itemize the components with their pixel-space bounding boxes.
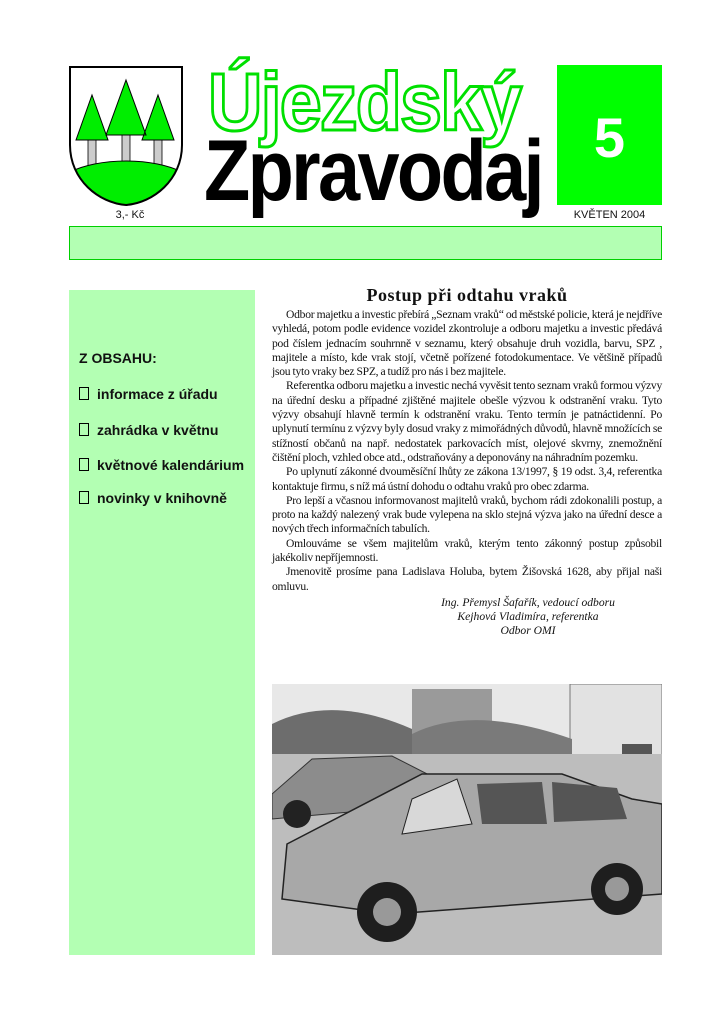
municipal-crest-logo	[68, 65, 184, 207]
issue-number-box	[557, 65, 662, 205]
price: 3,- Kč	[115, 209, 145, 221]
article-paragraph: Referentka odboru majetku a investic nechá vyvěsit tento seznam vraků formou výzvy na úřední desku a případné zjištěné majitele obešle výzvou k odstranění vraku. Tyto výzvy obsahují hlavně termín k odstranění vraku. Tento termín je patnáctidenní. Po uplynutí termínu z výzvy byly dosud vraky z mimořádných důvodů, hlavně množících se stížností občanů na např. nedostatek parkovacích míst, olejové skvrny, znemožnění čištění ploch, vzhled obce atd., odstraňovány a deponovány na náhradním pozemku.	[272, 379, 662, 464]
contents-item: informace z úřadu	[79, 386, 218, 402]
bullet-box-icon	[79, 458, 89, 471]
contents-item: novinky v knihovně	[79, 490, 227, 506]
article	[272, 284, 662, 638]
contents-item: zahrádka v květnu	[79, 422, 218, 438]
bullet-box-icon	[79, 387, 89, 400]
header-bar	[69, 226, 662, 260]
bullet-box-icon	[79, 423, 89, 436]
contents-heading: Z OBSAHU:	[79, 350, 157, 366]
article-paragraph: Omlouváme se všem majitelům vraků, kterým tento zákonný postup způsobil jakékoliv nepříjemnosti.	[272, 536, 662, 565]
bullet-box-icon	[79, 491, 89, 504]
article-title: Postup při odtahu vraků	[366, 285, 568, 305]
masthead-title-line2: Zpravodaj	[204, 123, 542, 219]
article-paragraph: Pro lepší a včasnou informovanost majitelů vraků, bychom rádi zdokonalili postup, a proto na každý nalezený vrak bude vylepena na sklo stejná výzva jako na úřední desce a nových třech informačních tabulích.	[272, 493, 662, 536]
photo-abandoned-cars	[272, 684, 662, 955]
article-paragraph: Jmenovitě prosíme pana Ladislava Holuba, bytem Žišovská 1628, aby přijal naši omluvu.	[272, 565, 662, 593]
contents-sidebar	[69, 290, 255, 955]
issue-number: 5	[593, 106, 626, 169]
issue-date: KVĚTEN 2004	[573, 209, 646, 221]
article-paragraph: Odbor majetku a investic přebírá „Seznam vraků“ od městské policie, která je nejdříve vyhledá, potom podle evidence vozidel zkontroluje a odboru majetku a investic předává pod číslem jednacím souhrnně v seznamu, který obsahuje druh vozidla, barvu, SPZ , majitele a místo, kde vrak stojí, včetně pořízené fotodokumentace. Ve většině případů jsou tyto vraky bez SPZ, a tudíž pro nás i bez majitele.	[272, 308, 662, 379]
masthead-title-line1: Újezdský	[208, 57, 521, 148]
contents-item: květnové kalendárium	[79, 457, 244, 473]
article-signature: Ing. Přemysl Šafařík, vedoucí odboru Kejhová Vladimíra, referentka Odbor OMI	[441, 595, 615, 637]
article-paragraph: Po uplynutí zákonné dvouměsíční lhůty ze zákona 13/1997, § 19 odst. 3,4, referentka kontaktuje firmu, s níž má ústní dohodu o odtahu vraků pro obec zdarma.	[272, 465, 662, 493]
